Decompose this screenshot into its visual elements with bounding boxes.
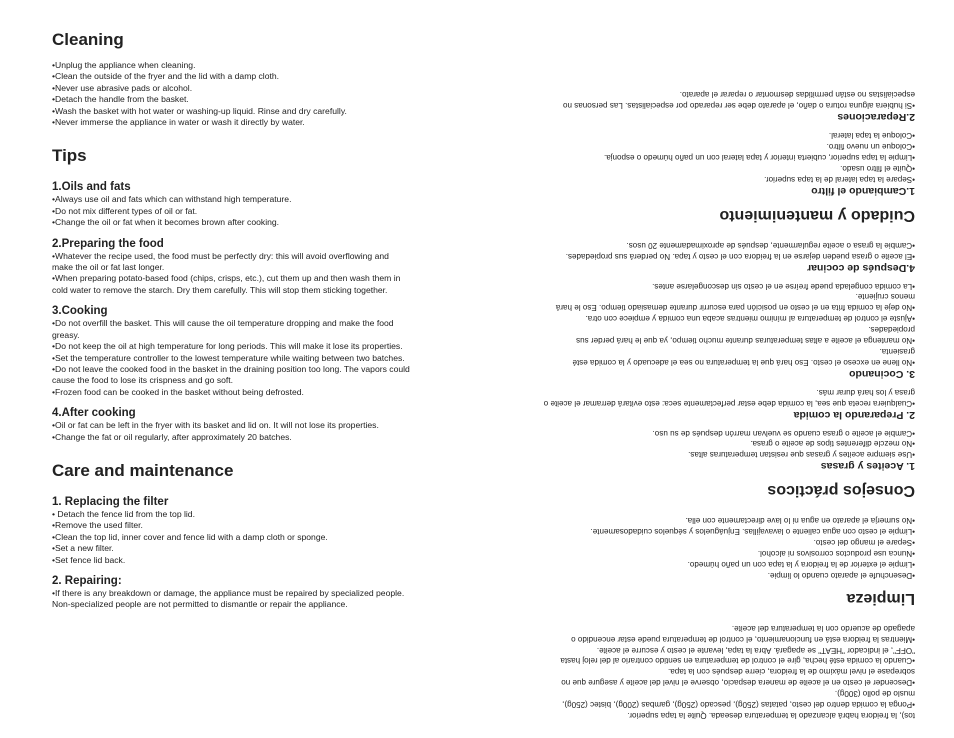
subsection-heading: 2.Preparing the food [52, 237, 164, 250]
cuidado-line: •Limpie la tapa superior, cubierta interior y tapa lateral con un paño húmedo o esponja. [603, 153, 915, 162]
care-line: •Clean the top lid, inner cover and fence lid with a damp cloth or sponge. [52, 531, 328, 542]
subsection-heading: 4.After cooking [52, 407, 136, 420]
cleaning-line: •Detach the handle from the basket. [52, 94, 189, 105]
tips-cooking-subsection [52, 304, 412, 398]
intro-line: •Descender el cesto en el aceite de manera despacio, observe el nivel del aceite y asegure que no sobrepase el nivel máximo de la freidora, cierre después con la tapa. [561, 667, 915, 688]
subsection-heading: 4.Después de cocinar [807, 261, 915, 274]
subsection-heading: 1. Replacing the filter [52, 495, 169, 508]
intro-section [540, 622, 915, 720]
intro-line: tos), la freidora habrá alcanzado la temperatura deseada. Quite la tapa superior. [627, 711, 915, 720]
consejos-line: •Cambie el aceite o grasa cuando se vuelvan marrón después de su uso. [652, 428, 915, 438]
consejos-line: •No deje la comida frita en el cesto en posición para escurrir durante demasiado tiempo. Eso le hará menos crujiente. [555, 292, 915, 313]
tips-oils-subsection [52, 180, 412, 228]
tips-line: •Do not overfill the basket. This will cause the oil temperature dropping and make the food greasy. [52, 318, 394, 340]
intro-line: •Ponga la comida dentro del cesto, patatas (250g), pescado (250g), gambas (200g), bistec (250g), muslo de pollo (300g). [562, 689, 915, 710]
tips-line: •Always use oil and fats which can withstand high temperature. [52, 194, 292, 205]
intro-line: •Cuando la comida esté hecha, gire el control de temperatura en sentido contrario al del reloj hasta "OFF", el indicador "HEAT" se apagará. Abra la tapa, levante el cesto y escurre el aceite. [560, 645, 915, 666]
cuidado-line: •Si hubiera alguna rotura o daño, el aparato debe ser reparado por especialistas. Las personas no especialistas no están permitidas desmontar o reparar el aparato. [563, 90, 915, 111]
cleaning-line: •Clean the outside of the fryer and the lid with a damp cloth. [52, 71, 280, 82]
subsection-heading: 3.Cooking [52, 305, 108, 318]
consejos-line: •Cualquiera receta que sea, la comida debe estar perfectamente seca: esto evitará derramar el aceite o grasa y los hará durar más. [543, 387, 915, 408]
care-line: • Detach the fence lid from the top lid. [52, 508, 195, 519]
cleaning-line: •Wash the basket with hot water or washing-up liquid. Rinse and dry carefully. [52, 105, 347, 116]
tips-line: •Whatever the recipe used, the food must be perfectly dry: this will avoid overflowing and make the oil or fat last longer. [52, 250, 389, 273]
limpieza-line: •Separe el mango del cesto. [813, 538, 915, 548]
tips-section [52, 146, 412, 443]
limpieza-title: Limpieza [846, 589, 915, 607]
limpieza-line: •No sumerja el aparato en agua ni lo lave directamente con ella. [685, 516, 915, 526]
consejos-section [540, 239, 915, 501]
consejos-line: •No mezcle diferentes tipos de aceite o grasa. [750, 439, 915, 449]
limpieza-section [540, 514, 915, 607]
consejos-line: •No llene en exceso el cesto. Eso hará que la temperatura no sea el adecuado y la comida esté grasienta. [572, 346, 915, 367]
limpieza-line: •Limpie el exterior de la freidora y la tapa con un paño húmedo. [687, 559, 915, 569]
tips-line: •Frozen food can be cooked in the basket without being defrosted. [52, 386, 304, 397]
consejos-line: •Use siempre aceites y grasas que resistan temperaturas altas. [688, 450, 915, 460]
care-title: Care and maintenance [52, 460, 234, 480]
tips-line: •Set the temperature controller to the lowest temperature while waiting between two batches. [52, 352, 405, 363]
consejos-despues-subsection [540, 239, 915, 274]
tips-line: •Change the fat or oil regularly, after approximately 20 batches. [52, 431, 292, 442]
cuidado-line: •Quite el filtro usado. [840, 163, 915, 173]
consejos-cocinando-subsection [540, 280, 915, 380]
intro-line: •Mientras la freidora está en funcionamiento, el control de temperatura puede estar encendido o apagado de acuerdo con la temperatura del aceite. [571, 623, 915, 644]
tips-line: •Change the oil or fat when it becomes brown after cooking. [52, 217, 280, 228]
tips-line: •Oil or fat can be left in the fryer with its basket and lid on. It will not lose its properties. [52, 420, 379, 431]
consejos-line: •No mantenga el aceite a altas temperaturas durante mucho tiempo, ya que le hará perder sus propiedades. [576, 325, 915, 346]
cuidado-filtro-subsection [540, 129, 915, 197]
cleaning-title: Cleaning [52, 30, 124, 49]
tips-title: Tips [52, 146, 87, 166]
consejos-aceites-subsection [540, 427, 915, 473]
limpieza-line: •Limpie el cesto con agua caliente o lavavajillas. Enjuáguelos y séquelos cuidadosamente. [590, 527, 915, 537]
subsection-heading: 1. Aceites y grasas [820, 460, 915, 473]
limpieza-line: •Desenchufe el aparato cuando lo limpie. [767, 570, 915, 580]
spanish-column-upside-down [540, 20, 915, 720]
subsection-heading: 3. Cocinando [849, 367, 915, 380]
consejos-preparando-subsection [540, 386, 915, 421]
cleaning-line: •Unplug the appliance when cleaning. [52, 60, 196, 70]
english-column [52, 30, 412, 629]
care-filter-subsection [52, 495, 412, 566]
cuidado-title: Cuidado y mantenimiento [719, 206, 915, 224]
cuidado-section [540, 88, 915, 224]
consejos-title: Consejos prácticos [767, 482, 915, 500]
consejos-line: •El aceite o grasa pueden dejarse en la freidora con el cesto y tapa. No perderá sus propiedades. [565, 251, 915, 261]
care-line: •If there is any breakdown or damage, the appliance must be repaired by specialized people. Non-specialized people are not permitted to dismantle or repair the appliance. [52, 587, 405, 610]
subsection-heading: 1.Oils and fats [52, 181, 131, 194]
subsection-heading: 2. Repairing: [52, 574, 122, 587]
cuidado-line: •Coloque la tapa lateral. [828, 131, 915, 141]
tips-line: •Do not leave the cooked food in the basket in the draining position too long. The vapors could cause the food to lose its crispness and go soft. [52, 363, 410, 386]
care-section [52, 461, 412, 611]
cuidado-line: •Separe la tapa lateral de la tapa superior. [764, 174, 915, 184]
limpieza-line: •Nunca use productos corrosivos ni alcohol. [757, 549, 915, 559]
subsection-heading: 2.Reparaciones [837, 111, 915, 124]
subsection-heading: 1.Cambiando el filtro [811, 184, 915, 197]
tips-preparing-subsection [52, 237, 412, 297]
care-repairing-subsection [52, 574, 412, 611]
consejos-line: •Ajuste el control de temperatura al mínimo mientras acaba una comida y empiece con otra. [585, 314, 915, 324]
cuidado-reparaciones-subsection [540, 88, 915, 123]
cuidado-line: •Coloque un nuevo filtro. [826, 142, 915, 152]
tips-line: •Do not keep the oil at high temperature for long periods. This will make it lose its properties. [52, 341, 403, 352]
consejos-line: •La comida congelada puede freírse en el cesto sin descongelarse antes. [652, 281, 915, 291]
cleaning-line: •Never immerse the appliance in water or wash it directly by water. [52, 117, 305, 128]
consejos-line: •Cambie la grasa o aceite regularmente, después de aproximadamente 20 usos. [626, 240, 915, 250]
care-line: •Set a new filter. [52, 543, 114, 554]
subsection-heading: 2. Preparando la comida [793, 408, 915, 421]
cleaning-section [52, 30, 412, 128]
cleaning-line: •Never use abrasive pads or alcohol. [52, 82, 193, 93]
tips-line: •Do not mix different types of oil or fat. [52, 205, 198, 216]
care-line: •Set fence lid back. [52, 554, 126, 565]
tips-after-cooking-subsection [52, 406, 412, 443]
tips-line: •When preparing potato-based food (chips, crisps, etc.), cut them up and then wash them in cold water to remove the starch. Dry them carefully. This will stop them sticking together. [52, 273, 401, 295]
care-line: •Remove the used filter. [52, 520, 143, 531]
